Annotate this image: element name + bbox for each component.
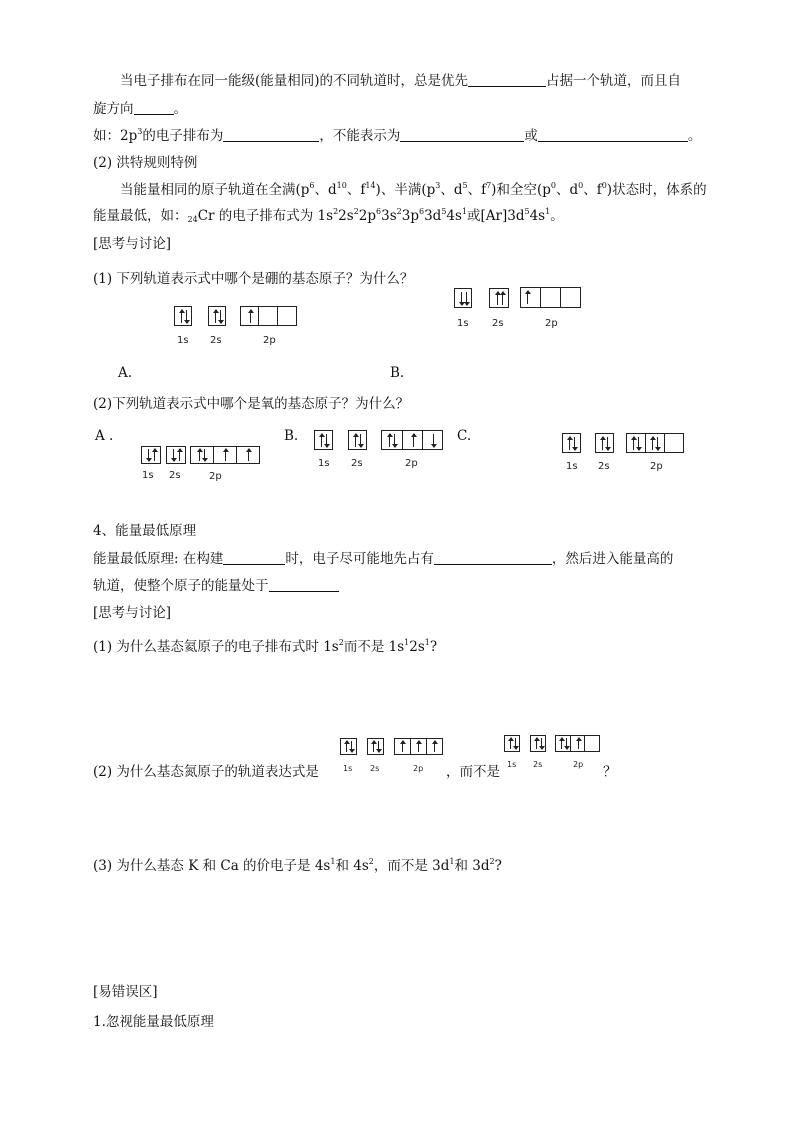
spin-up-arrow — [181, 310, 182, 323]
hund-exception-line1: 当能量相同的原子轨道在全满($p^6$、$d^{10}$、$f^{14}$)、半满($p^3$、$d^5$、$f^7$)和全空($p^0$、$d^0$、$f^0$)状态时，体系的 — [120, 181, 707, 198]
spin-down-arrow — [378, 741, 379, 752]
option-b-label: B. — [390, 365, 405, 381]
orbital-box — [664, 433, 684, 453]
blank-field[interactable] — [468, 73, 546, 87]
spin-up-arrow — [225, 449, 226, 461]
orbital-box — [570, 735, 585, 752]
orbital-label: 2p — [545, 318, 558, 329]
orbital-label: 2p — [263, 335, 276, 346]
orbital-label: 1s — [318, 458, 330, 469]
orbital-box — [540, 287, 561, 308]
orbital-box — [560, 287, 581, 308]
spin-down-arrow — [461, 292, 462, 305]
energy-principle-line2: 轨道，使整个原子的能量处于 — [93, 577, 339, 595]
spin-up-arrow — [578, 738, 579, 749]
orbital-label: 2p — [209, 471, 222, 482]
orbital-label: 2s — [370, 764, 380, 773]
orbital-label: 1s — [142, 470, 154, 481]
spin-down-arrow — [351, 741, 352, 752]
spin-up-arrow — [602, 437, 603, 450]
orbital-label: 2s — [533, 760, 543, 769]
orbital-box — [626, 433, 646, 453]
spin-up-arrow — [633, 437, 634, 450]
spin-down-arrow — [173, 449, 174, 461]
spin-down-arrow — [204, 449, 205, 461]
orbital-box — [340, 738, 357, 755]
hund-exception-line2: 能量最低，如：$_{24}$Cr 的电子排布式为 $1s^22s^22p^63s^23p^63d^54s^1$或$[Ar]3d^54s^1$。 — [93, 207, 564, 224]
spin-up-arrow — [418, 741, 419, 752]
orbital-box — [562, 433, 581, 453]
question-oxygen: (2)下列轨道表示式中哪个是氧的基态原子？为什么？ — [93, 396, 410, 412]
spin-up-arrow — [402, 741, 403, 752]
orbital-label: 1s — [457, 318, 469, 329]
orbital-label: 2p — [650, 461, 663, 472]
spin-down-arrow — [220, 310, 221, 323]
section-heading: 4、能量最低原理 — [93, 523, 197, 539]
orbital-box — [426, 738, 443, 755]
orbital-box — [584, 735, 600, 752]
orbital-label: 2p — [405, 458, 418, 469]
spin-down-arrow — [148, 449, 149, 461]
spin-down-arrow — [566, 738, 567, 749]
spin-down-arrow — [360, 434, 361, 447]
orbital-label: 2s — [169, 470, 181, 481]
spin-up-arrow — [250, 310, 251, 323]
spin-down-arrow — [607, 437, 608, 450]
discussion-heading: [思考与讨论] — [93, 236, 172, 252]
orbital-box — [236, 446, 260, 464]
spin-up-arrow — [154, 449, 155, 461]
spin-down-arrow — [574, 437, 575, 450]
blank-field[interactable] — [269, 578, 339, 592]
orbital-label: 2s — [598, 461, 610, 472]
question-nitrogen-end: ？ — [603, 764, 617, 780]
orbital-box — [166, 446, 186, 464]
orbital-label: 2p — [413, 764, 424, 773]
question-helium: (1) 为什么基态氦原子的电子排布式时 $1s^2$而不是 $1s^12s^1$? — [93, 638, 438, 655]
orbital-box — [258, 306, 278, 326]
blank-field[interactable] — [400, 128, 524, 142]
discussion-heading: [思考与讨论] — [93, 605, 172, 621]
orbital-box — [208, 306, 226, 326]
spin-up-arrow — [413, 434, 414, 447]
spin-up-arrow — [652, 437, 653, 450]
orbital-label: 1s — [566, 461, 578, 472]
spin-up-arrow — [434, 741, 435, 752]
spin-up-arrow — [179, 449, 180, 461]
orbital-box — [410, 738, 427, 755]
spin-up-arrow — [248, 449, 249, 461]
spin-up-arrow — [536, 738, 537, 749]
spin-down-arrow — [326, 434, 327, 447]
orbital-box — [422, 430, 443, 450]
spin-up-arrow — [215, 310, 216, 323]
blank-field[interactable] — [434, 551, 552, 565]
spin-down-arrow — [515, 738, 516, 749]
orbital-box — [555, 735, 571, 752]
orbital-box — [645, 433, 665, 453]
orbital-box — [454, 288, 472, 308]
spin-up-arrow — [510, 738, 511, 749]
spin-down-arrow — [541, 738, 542, 749]
question-k-ca: (3) 为什么基态 K 和 Ca 的价电子是 $4s^1$和 $4s^2$，而不是 $3d^1$和 $3d^2$? — [93, 857, 502, 874]
spin-up-arrow — [199, 449, 200, 461]
hund-rule-line1: 当电子排布在同一能级(能量相同)的不同轨道时，总是优先 占据一个轨道，而且自 — [120, 73, 682, 89]
orbital-box — [504, 735, 520, 752]
orbital-box — [394, 738, 411, 755]
hund-rule-line2: 旋方向 。 — [93, 101, 187, 117]
orbital-box — [277, 306, 297, 326]
spin-up-arrow — [569, 437, 570, 450]
orbital-box — [174, 306, 192, 326]
spin-up-arrow — [321, 434, 322, 447]
option-c-label: C. — [457, 428, 472, 444]
orbital-label: 2s — [351, 458, 363, 469]
spin-down-arrow — [433, 434, 434, 447]
spin-up-arrow — [497, 292, 498, 305]
option-a-label: A . — [95, 428, 114, 444]
hund-rule-example: 如：$2p^3$的电子排布为 ，不能表示为 或 。 — [93, 127, 702, 144]
orbital-box — [314, 430, 333, 450]
orbital-label: 2s — [210, 335, 222, 346]
spin-down-arrow — [466, 292, 467, 305]
spin-up-arrow — [502, 292, 503, 305]
spin-up-arrow — [373, 741, 374, 752]
orbital-box — [367, 738, 384, 755]
orbital-label: 1s — [343, 764, 353, 773]
spin-up-arrow — [527, 291, 528, 304]
orbital-label: 1s — [507, 760, 517, 769]
orbital-box — [348, 430, 367, 450]
blank-field[interactable] — [538, 128, 688, 142]
option-a-label: A. — [118, 365, 133, 381]
spin-down-arrow — [394, 434, 395, 447]
spin-down-arrow — [186, 310, 187, 323]
orbital-box — [530, 735, 546, 752]
spin-down-arrow — [657, 437, 658, 450]
spin-up-arrow — [389, 434, 390, 447]
blank-field[interactable] — [134, 101, 174, 115]
errors-item-1: 1.忽视能量最低原理 — [93, 1014, 214, 1030]
orbital-box — [213, 446, 237, 464]
option-b-label: B. — [284, 428, 299, 444]
errors-heading: [易错误区] — [93, 984, 158, 1000]
orbital-box — [381, 430, 403, 450]
orbital-label: 2p — [573, 760, 584, 769]
blank-field[interactable] — [223, 551, 285, 565]
orbital-box — [489, 288, 509, 308]
orbital-label: 1s — [177, 335, 189, 346]
spin-up-arrow — [355, 434, 356, 447]
orbital-box — [402, 430, 423, 450]
orbital-box — [595, 433, 614, 453]
spin-up-arrow — [561, 738, 562, 749]
blank-field[interactable] — [223, 128, 319, 142]
section-heading: (2) 洪特规则特例 — [93, 155, 198, 171]
energy-principle-line1: 能量最低原理: 在构建 时，电子尽可能地先占有 ，然后进入能量高的 — [93, 551, 674, 567]
orbital-box — [520, 287, 541, 308]
question-nitrogen: (2) 为什么基态氮原子的轨道表达式是 — [93, 764, 319, 780]
orbital-box — [190, 446, 214, 464]
orbital-label: 2s — [492, 318, 504, 329]
question-boron: (1) 下列轨道表示式中哪个是硼的基态原子？为什么？ — [93, 271, 414, 287]
orbital-box — [141, 446, 161, 464]
orbital-box — [240, 306, 259, 326]
spin-down-arrow — [638, 437, 639, 450]
spin-up-arrow — [346, 741, 347, 752]
question-nitrogen-mid: ，而不是 — [446, 764, 500, 780]
